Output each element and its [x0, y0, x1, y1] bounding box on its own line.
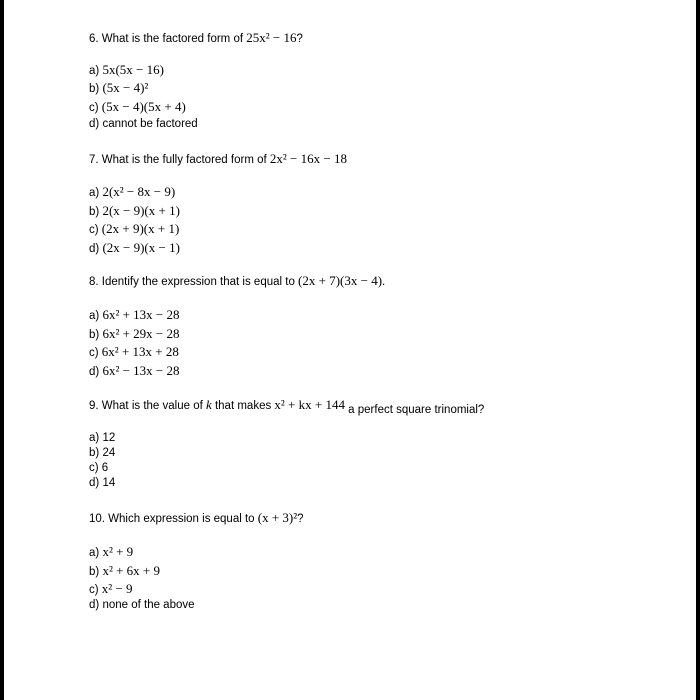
option-text: (5x − 4)(5x + 4)	[101, 99, 186, 114]
option-text: cannot be factored	[102, 118, 198, 130]
question-7-option-a	[89, 185, 175, 200]
option-label: a)	[89, 187, 100, 199]
option-text: 2(x² − 8x − 9)	[102, 184, 176, 199]
option-text: x² − 9	[101, 581, 133, 596]
question-8-option-d	[89, 364, 180, 379]
option-text: 6x² + 13x + 28	[101, 344, 179, 359]
question-10-prompt: 10. Which expression is equal to	[89, 513, 258, 525]
question-6-option-b	[89, 81, 148, 96]
option-text: (2x − 9)(x − 1)	[102, 240, 180, 255]
question-6	[89, 31, 303, 46]
question-10	[89, 511, 304, 526]
worksheet-page	[4, 0, 696, 700]
option-text: 6x² + 29x − 28	[102, 326, 180, 341]
question-7-prompt: 7. What is the fully factored form of	[89, 154, 270, 166]
question-7-option-b	[89, 204, 180, 219]
question-8-prompt: 8. Identify the expression that is equal to	[89, 276, 299, 288]
option-label: d)	[89, 366, 100, 378]
question-8	[89, 274, 385, 289]
option-text: 14	[102, 477, 116, 489]
question-7-option-d	[89, 241, 180, 256]
question-10-expression: (x + 3)²	[257, 510, 298, 525]
option-label: c)	[89, 347, 99, 359]
option-text: 24	[102, 447, 116, 459]
question-9-option-a	[89, 433, 115, 445]
option-label: b)	[89, 206, 100, 218]
option-label: c)	[89, 224, 99, 236]
question-8-expression: (2x + 7)(3x − 4)	[298, 273, 383, 288]
question-9-prompt: 9. What is the value of	[89, 400, 206, 412]
option-label: d)	[89, 243, 100, 255]
option-text: 6x² − 13x − 28	[102, 363, 180, 378]
option-text: (5x − 4)²	[102, 80, 149, 95]
question-10-option-c	[89, 582, 133, 597]
option-label: b)	[89, 447, 100, 459]
question-6-suffix: ?	[296, 33, 303, 45]
option-label: c)	[89, 462, 99, 474]
option-label: d)	[89, 477, 100, 489]
question-9-suffix: a perfect square trinomial?	[344, 404, 485, 416]
question-6-option-a	[89, 63, 164, 78]
option-label: d)	[89, 599, 100, 611]
question-7	[89, 152, 347, 167]
question-6-option-d	[89, 119, 198, 131]
option-label: b)	[89, 329, 100, 341]
question-9-prompt-2: that makes	[211, 400, 275, 412]
question-7-option-c	[89, 222, 179, 237]
question-10-suffix: ?	[297, 513, 304, 525]
question-9-option-d	[89, 478, 115, 490]
option-label: c)	[89, 102, 99, 114]
option-text: x² + 6x + 9	[102, 563, 160, 578]
question-10-option-b	[89, 564, 160, 579]
question-9	[89, 397, 485, 416]
option-text: none of the above	[102, 599, 195, 611]
option-text: (2x + 9)(x + 1)	[101, 221, 180, 236]
question-8-option-a	[89, 308, 180, 323]
option-text: 2(x − 9)(x + 1)	[102, 203, 180, 218]
option-text: 5x(5x − 16)	[102, 62, 164, 77]
question-9-option-c	[89, 463, 108, 475]
question-9-option-b	[89, 448, 115, 460]
option-label: a)	[89, 432, 100, 444]
option-label: a)	[89, 547, 100, 559]
option-text: 6	[101, 462, 109, 474]
option-text: x² + 9	[102, 544, 134, 559]
question-8-option-c	[89, 345, 179, 360]
option-label: b)	[89, 566, 100, 578]
question-6-prompt: 6. What is the factored form of	[89, 33, 247, 45]
question-6-expression: 25x² − 16	[246, 30, 297, 45]
option-label: a)	[89, 65, 100, 77]
question-9-expression: x² + kx + 144	[274, 397, 345, 412]
option-label: b)	[89, 83, 100, 95]
question-7-expression: 2x² − 16x − 18	[269, 151, 347, 166]
question-8-option-b	[89, 327, 180, 342]
question-10-option-a	[89, 545, 133, 560]
option-text: 6x² + 13x − 28	[102, 307, 180, 322]
option-text: 12	[102, 432, 116, 444]
question-10-option-d	[89, 600, 195, 612]
option-label: c)	[89, 584, 99, 596]
option-label: d)	[89, 118, 100, 130]
option-label: a)	[89, 310, 100, 322]
question-8-suffix: .	[382, 276, 386, 288]
question-9-variable: k	[205, 397, 212, 412]
question-6-option-c	[89, 100, 186, 115]
